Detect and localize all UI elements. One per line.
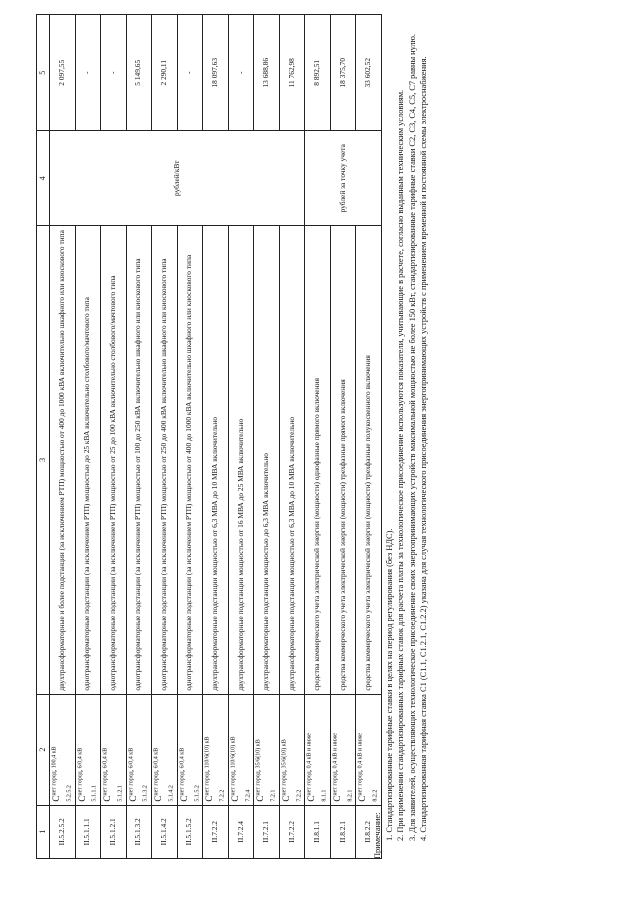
rate-symbol: C: [255, 795, 266, 802]
rate-code: [177, 694, 203, 805]
row-number: II.5.1.3.2: [126, 805, 152, 858]
column-header: 2: [37, 694, 50, 805]
rate-code: [254, 694, 280, 805]
note-item: 2. При применении стандартизированных тарифных ставок для расчета платы за технологическое присоединение используются показатели, учитывающие в расчете, согласно выданным техническим условиям.: [396, 89, 406, 841]
row-number: II.5.2.5.2: [50, 805, 76, 858]
note-item: 4. Стандартизированная тарифная ставка C1 (C1.1, C1.2.1, C1.2.2) указана для случая технологического присоединения энергопринимающих устройств с применением временной и постоянной схемы электроснабжения.: [419, 56, 429, 841]
row-number: II.7.2.2: [279, 805, 305, 858]
rate-code: [75, 694, 101, 805]
row-description: двухтрансформаторные подстанции мощностью до 6,3 МВА включительно: [254, 226, 280, 695]
rate-superscript: нет город, 6/0,4 кВ: [153, 747, 160, 796]
rate-superscript: нет город, 6/0,4 кВ: [179, 747, 186, 796]
note-item: 1. Стандартизированные тарифные ставки в целях на период регулирования (без НДС).: [384, 528, 394, 841]
row-description: двухтрансформаторные и более подстанции (за исключением РТП) мощностью от 400 до 1000 кВА включительно шкафного или киоскового типа: [50, 226, 76, 695]
rate-superscript: нет город, 100,4 кВ: [51, 746, 58, 796]
table-row: [305, 15, 331, 859]
rate-superscript: нет город, 6/0,4 кВ: [77, 747, 84, 796]
unit-cell: рублей/кВт: [50, 131, 305, 226]
row-description: средства коммерческого учета электрической энергии (мощности) трехфазные полукосвенного включения: [356, 226, 382, 695]
rate-code: [126, 694, 152, 805]
notes-title: Примечание:: [373, 812, 382, 859]
rate-subscript: 7.2.2: [219, 789, 226, 802]
rate-symbol: C: [51, 795, 61, 802]
row-number: II.5.1.4.2: [152, 805, 178, 858]
row-number: II.5.1.5.2: [177, 805, 203, 858]
rate-superscript: нет город, 0,4 кВ и ниже: [332, 733, 339, 796]
rate-code: [228, 694, 254, 805]
note-item: 3. Для заявителей, осуществляющих технологическое присоединение своих энергопринимающих устройств максимальной мощностью не более 150 кВт, стандартизированные тарифные ставки C2, C3, C4, C5, C7 равны нулю.: [407, 33, 417, 841]
rate-symbol: C: [204, 795, 215, 802]
rate-subscript: 7.2.1: [270, 789, 277, 802]
row-description: двухтрансформаторные подстанции мощностью от 6,3 МВА до 10 МВА включительно: [203, 226, 229, 695]
row-description: средства коммерческого учета электрической энергии (мощности) трехфазные прямого включения: [330, 226, 356, 695]
rate-code: [305, 694, 331, 805]
notes-section: [372, 14, 430, 859]
rate-subscript: 8.2.2: [372, 789, 379, 802]
rate-subscript: 5.1.2.1: [117, 785, 124, 802]
rate-subscript: 5.1.5.2: [194, 785, 200, 802]
row-description: однотрансформаторные подстанции (за исключением РТП) мощностью от 250 до 400 кВА включительно шкафного или киоскового типа: [152, 226, 178, 695]
row-number: II.7.2.1: [254, 805, 280, 858]
rate-subscript: 5.2.5.2: [66, 785, 73, 802]
rate-subscript: 5.1.3.2: [142, 785, 149, 802]
rate-symbol: C: [178, 795, 189, 802]
row-description: двухтрансформаторные подстанции мощностью от 16 МВА до 25 МВА включительно: [228, 226, 254, 695]
rate-subscript: 7.2.4: [245, 789, 252, 802]
rate-value: 13 688,86: [254, 15, 280, 132]
rate-code: [203, 694, 229, 805]
rate-value: -: [228, 15, 254, 132]
rate-code: [330, 694, 356, 805]
row-description: двухтрансформаторные подстанции мощностью от 6,3 МВА до 10 МВА включительно: [279, 226, 305, 695]
row-description: однотрансформаторные подстанции (за исключением РТП) мощностью до 25 кВА включительно столбового/мачтового типа: [75, 226, 101, 695]
rate-value: -: [101, 15, 127, 132]
rate-code: [152, 694, 178, 805]
column-header: 1: [37, 805, 50, 858]
rate-code: [101, 694, 127, 805]
rate-superscript: нет город, 6/0,4 кВ: [102, 747, 109, 796]
table-header-row: [37, 15, 50, 859]
rate-value: -: [177, 15, 203, 132]
row-description: однотрансформаторные подстанции (за исключением РТП) мощностью от 100 до 250 кВА включительно шкафного или киоскового типа: [126, 226, 152, 695]
column-header: 5: [37, 15, 50, 132]
rate-value: 11 762,98: [279, 15, 305, 132]
rate-superscript: нет город, 0,4 кВ и ниже: [306, 733, 313, 796]
table-row: [50, 15, 76, 859]
rate-value: 2 097,55: [50, 15, 76, 132]
row-number: II.7.2.2: [203, 805, 229, 858]
rate-symbol: C: [102, 795, 113, 802]
rate-subscript: 5.1.1.1: [91, 785, 98, 802]
rate-value: -: [75, 15, 101, 132]
column-header: 3: [37, 226, 50, 695]
row-number: II.8.1.1: [305, 805, 331, 858]
rate-symbol: C: [331, 795, 342, 802]
rate-value: 5 149,65: [126, 15, 152, 132]
unit-cell: рублей за точку учета: [305, 131, 382, 226]
rate-value: 8 892,51: [305, 15, 331, 132]
rate-superscript: нет город, 6/0,4 кВ: [128, 747, 135, 796]
rate-code: [50, 694, 76, 805]
row-number: II.5.1.1.1: [75, 805, 101, 858]
rate-value: 2 290,11: [152, 15, 178, 132]
rate-value: 33 602,52: [356, 15, 382, 132]
rate-superscript: нет город, 110/6(10) кВ: [204, 736, 211, 796]
row-description: однотрансформаторные подстанции (за исключением РТП) мощностью от 400 до 1000 кВА включительно шкафного или киоскового типа: [177, 226, 203, 695]
table-body: [50, 15, 382, 859]
rate-code: [279, 694, 305, 805]
rate-subscript: 8.2.1: [347, 789, 354, 802]
rate-value: 18 375,70: [330, 15, 356, 132]
rate-symbol: C: [127, 795, 138, 802]
rate-superscript: нет город, 0,4 кВ и ниже: [357, 733, 364, 796]
rate-symbol: C: [357, 795, 368, 802]
row-description: однотрансформаторные подстанции (за исключением РТП) мощностью от 25 до 100 кВА включительно столбового/мачтового типа: [101, 226, 127, 695]
rate-superscript: нет город, 110/6(10) кВ: [230, 736, 237, 796]
row-number: II.8.2.2: [356, 805, 382, 858]
row-number: II.5.1.2.1: [101, 805, 127, 858]
rate-subscript: 7.2.2: [296, 789, 303, 802]
row-number: II.7.2.4: [228, 805, 254, 858]
rate-symbol: C: [306, 795, 317, 802]
tariff-table: [36, 14, 382, 859]
rate-symbol: C: [229, 795, 240, 802]
rate-symbol: C: [153, 795, 164, 802]
rate-symbol: C: [76, 795, 87, 802]
rate-subscript: 5.1.4.2: [168, 785, 175, 802]
column-header: 4: [37, 131, 50, 226]
rate-subscript: 8.1.1: [321, 789, 328, 802]
row-number: II.8.2.1: [330, 805, 356, 858]
rate-superscript: нет город, 35/6(10) кВ: [255, 739, 262, 796]
rate-symbol: C: [280, 795, 291, 802]
row-description: средства коммерческого учета электрической энергии (мощности) однофазные прямого включения: [305, 226, 331, 695]
rate-superscript: нет город, 35/6(10) кВ: [281, 739, 288, 796]
rate-value: 18 097,63: [203, 15, 229, 132]
